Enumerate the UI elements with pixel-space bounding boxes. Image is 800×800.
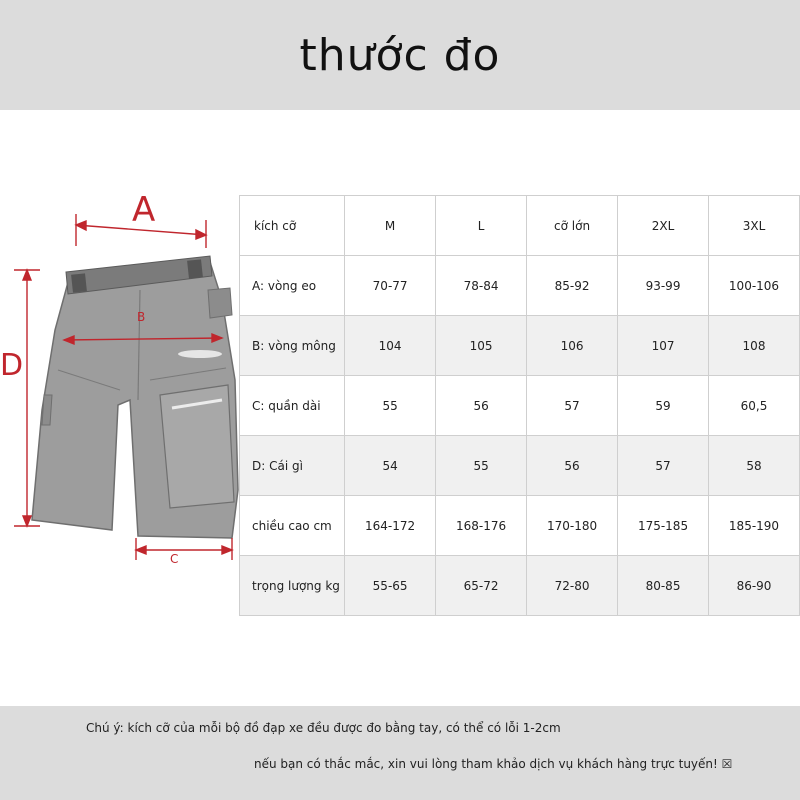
table-cell: 60,5 xyxy=(709,376,800,436)
table-cell: 86-90 xyxy=(709,556,800,616)
row-label: D: Cái gì xyxy=(240,436,345,496)
header-3xl: 3XL xyxy=(709,196,800,256)
dimension-c-arrow xyxy=(136,538,232,560)
header-m: M xyxy=(345,196,436,256)
table-cell: 108 xyxy=(709,316,800,376)
table-row xyxy=(240,376,800,436)
table-cell: 59 xyxy=(618,376,709,436)
table-row xyxy=(240,316,800,376)
table-cell: 56 xyxy=(527,436,618,496)
row-label: trọng lượng kg xyxy=(240,556,345,616)
footer-note-measurement: Chú ý: kích cỡ của mỗi bộ đồ đạp xe đều được đo bằng tay, có thể có lỗi 1-2cm xyxy=(86,721,561,735)
table-cell: 168-176 xyxy=(436,496,527,556)
table-cell: 106 xyxy=(527,316,618,376)
table-row xyxy=(240,436,800,496)
header-2xl: 2XL xyxy=(618,196,709,256)
table-cell: 57 xyxy=(527,376,618,436)
row-label: A: vòng eo xyxy=(240,256,345,316)
label-b: B xyxy=(137,310,146,324)
table-cell: 72-80 xyxy=(527,556,618,616)
table-cell: 55-65 xyxy=(345,556,436,616)
label-d: D xyxy=(0,348,24,383)
table-cell: 55 xyxy=(345,376,436,436)
header-l: L xyxy=(436,196,527,256)
size-chart-table xyxy=(239,195,800,616)
table-cell: 164-172 xyxy=(345,496,436,556)
table-cell: 104 xyxy=(345,316,436,376)
table-cell: 54 xyxy=(345,436,436,496)
table-cell: 56 xyxy=(436,376,527,436)
table-row xyxy=(240,496,800,556)
table-cell: 175-185 xyxy=(618,496,709,556)
shorts-illustration xyxy=(0,190,240,580)
table-cell: 85-92 xyxy=(527,256,618,316)
page-title: thước đo xyxy=(299,29,501,81)
header-xl: cỡ lớn xyxy=(527,196,618,256)
shorts-figure xyxy=(0,190,240,580)
table-cell: 185-190 xyxy=(709,496,800,556)
table-cell: 58 xyxy=(709,436,800,496)
label-a: A xyxy=(132,190,156,230)
table-cell: 105 xyxy=(436,316,527,376)
table-header-row xyxy=(240,196,800,256)
row-label: B: vòng mông xyxy=(240,316,345,376)
table-cell: 70-77 xyxy=(345,256,436,316)
header-size: kích cỡ xyxy=(240,196,345,256)
label-c: C xyxy=(170,552,179,566)
footer-note-support: nếu bạn có thắc mắc, xin vui lòng tham khảo dịch vụ khách hàng trực tuyến! ☒ xyxy=(254,757,733,771)
table-row xyxy=(240,256,800,316)
table-cell: 78-84 xyxy=(436,256,527,316)
table-cell: 107 xyxy=(618,316,709,376)
table-cell: 93-99 xyxy=(618,256,709,316)
row-label: C: quần dài xyxy=(240,376,345,436)
table-cell: 80-85 xyxy=(618,556,709,616)
table-cell: 65-72 xyxy=(436,556,527,616)
table-cell: 57 xyxy=(618,436,709,496)
header-banner xyxy=(0,0,800,110)
table-cell: 170-180 xyxy=(527,496,618,556)
table-cell: 55 xyxy=(436,436,527,496)
shorts-graphic xyxy=(32,256,238,538)
table-cell: 100-106 xyxy=(709,256,800,316)
row-label: chiều cao cm xyxy=(240,496,345,556)
table-row xyxy=(240,556,800,616)
